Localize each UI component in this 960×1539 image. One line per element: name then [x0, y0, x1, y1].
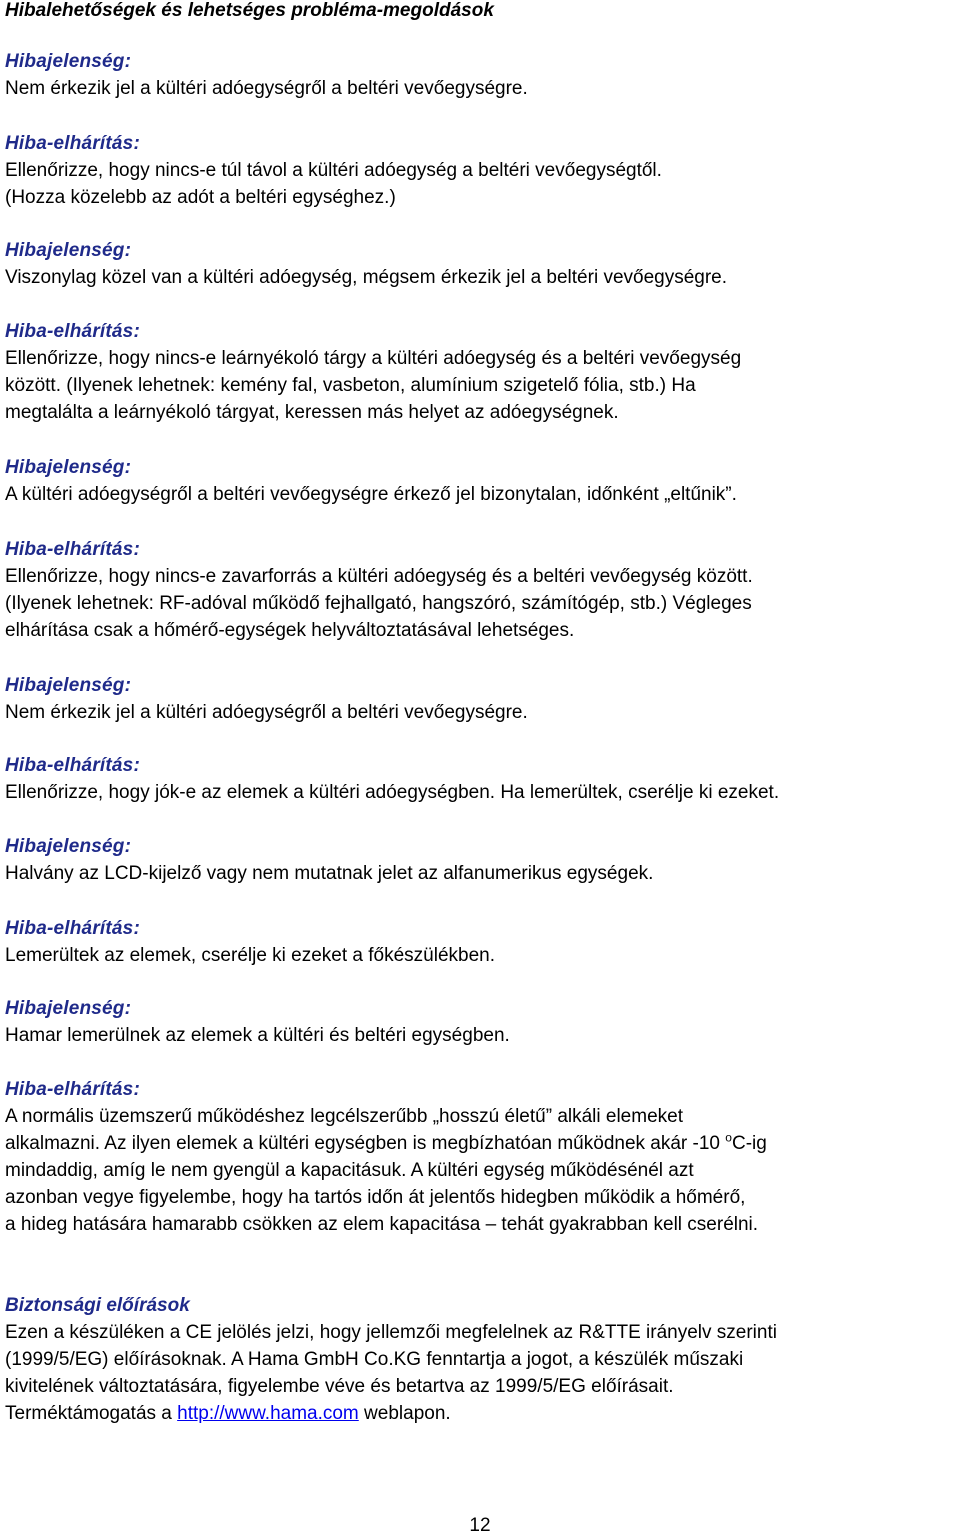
page-number: 12: [469, 1515, 491, 1536]
symptom-text: A kültéri adóegységről a beltéri vevőegységre érkező jel bizonytalan, időnként „eltűnik”.: [5, 484, 737, 505]
symptom-text: Viszonylag közel van a kültéri adóegység, mégsem érkezik jel a beltéri vevőegységre.: [5, 267, 728, 288]
entry-2: [5, 237, 955, 291]
fix-label: Hiba-elhárítás:: [5, 755, 140, 776]
support-prefix: Terméktámogatás a: [5, 1403, 178, 1424]
symptom-text: Halvány az LCD-kijelző vagy nem mutatnak jelet az alfanumerikus egységek.: [5, 863, 654, 884]
fix-line: megtalálta a leárnyékoló tárgyat, keressen más helyet az adóegységnek.: [5, 402, 619, 423]
fix-3: [5, 536, 955, 644]
page-title: Hibalehetőségek és lehetséges probléma-megoldások: [5, 0, 494, 21]
symptom-label: Hibajelenség:: [5, 51, 132, 72]
fix-line: elhárítása csak a hőmérő-egységek helyváltoztatásával lehetséges.: [5, 620, 575, 641]
entry-1: [5, 48, 955, 102]
troubleshooting-heading-block: [5, 0, 955, 22]
fix-6: [5, 1076, 955, 1238]
safety-line: Ezen a készüléken a CE jelölés jelzi, hogy jellemzői megfelelnek az R&TTE irányelv szerinti: [5, 1322, 777, 1343]
fix-line: (Hozza közelebb az adót a beltéri egységhez.): [5, 187, 396, 208]
entry-5: [5, 833, 955, 887]
fix-label: Hiba-elhárítás:: [5, 539, 140, 560]
support-suffix: weblapon.: [358, 1403, 451, 1424]
fix-4: [5, 752, 955, 806]
fix-5: [5, 915, 955, 969]
symptom-text: Nem érkezik jel a kültéri adóegységről a beltéri vevőegységre.: [5, 78, 528, 99]
degree-symbol: o: [725, 1130, 732, 1145]
fix-line: Ellenőrizze, hogy nincs-e túl távol a kültéri adóegység a beltéri vevőegységtől.: [5, 160, 662, 181]
fix-line: azonban vegye figyelembe, hogy ha tartós időn át jelentős hidegben működik a hőmérő,: [5, 1187, 746, 1208]
fix-label: Hiba-elhárítás:: [5, 133, 140, 154]
entry-6: [5, 995, 955, 1049]
entry-3: [5, 454, 955, 508]
fix-line: a hideg hatására hamarabb csökken az elem kapacitása – tehát gyakrabban kell cserélni.: [5, 1214, 759, 1235]
symptom-label: Hibajelenség:: [5, 998, 132, 1019]
fix-line-text: alkalmazni. Az ilyen elemek a kültéri egységben is megbízhatóan működnek akár -10: [5, 1133, 726, 1154]
fix-line: Ellenőrizze, hogy nincs-e zavarforrás a kültéri adóegység és a beltéri vevőegység között.: [5, 566, 753, 587]
symptom-label: Hibajelenség:: [5, 836, 132, 857]
safety-line: (1999/5/EG) előírásoknak. A Hama GmbH Co.KG fenntartja a jogot, a készülék műszaki: [5, 1349, 744, 1370]
fix-label: Hiba-elhárítás:: [5, 321, 140, 342]
entry-4: [5, 672, 955, 726]
fix-line: Ellenőrizze, hogy jók-e az elemek a kültéri adóegységben. Ha lemerültek, cserélje ki ezeket.: [5, 782, 780, 803]
fix-line: mindaddig, amíg le nem gyengül a kapacitásuk. A kültéri egység működésénél azt: [5, 1160, 694, 1181]
safety-line: kivitelének változtatására, figyelembe véve és betartva az 1999/5/EG előírásait.: [5, 1376, 674, 1397]
fix-line: (Ilyenek lehetnek: RF-adóval működő fejhallgató, hangszóró, számítógép, stb.) Végleges: [5, 593, 752, 614]
symptom-text: Hamar lemerülnek az elemek a kültéri és beltéri egységben.: [5, 1025, 510, 1046]
fix-label: Hiba-elhárítás:: [5, 918, 140, 939]
safety-title: Biztonsági előírások: [5, 1295, 190, 1316]
fix-line: Lemerültek az elemek, cserélje ki ezeket a főkészülékben.: [5, 945, 496, 966]
symptom-label: Hibajelenség:: [5, 457, 132, 478]
fix-line: [5, 1130, 955, 1157]
symptom-label: Hibajelenség:: [5, 675, 132, 696]
fix-1: [5, 130, 955, 211]
support-line: [5, 1400, 955, 1427]
safety-section: [5, 1292, 955, 1427]
fix-line: Ellenőrizze, hogy nincs-e leárnyékoló tárgy a kültéri adóegység és a beltéri vevőegység: [5, 348, 742, 369]
symptom-text: Nem érkezik jel a kültéri adóegységről a beltéri vevőegységre.: [5, 702, 528, 723]
degree-unit-text: C-ig: [731, 1133, 767, 1154]
hama-website-link[interactable]: http://www.hama.com: [177, 1403, 359, 1424]
fix-label: Hiba-elhárítás:: [5, 1079, 140, 1100]
fix-line: A normális üzemszerű működéshez legcélszerűbb „hosszú életű” alkáli elemeket: [5, 1106, 683, 1127]
fix-2: [5, 318, 955, 426]
symptom-label: Hibajelenség:: [5, 240, 132, 261]
fix-line: között. (Ilyenek lehetnek: kemény fal, vasbeton, alumínium szigetelő fólia, stb.) Ha: [5, 375, 696, 396]
